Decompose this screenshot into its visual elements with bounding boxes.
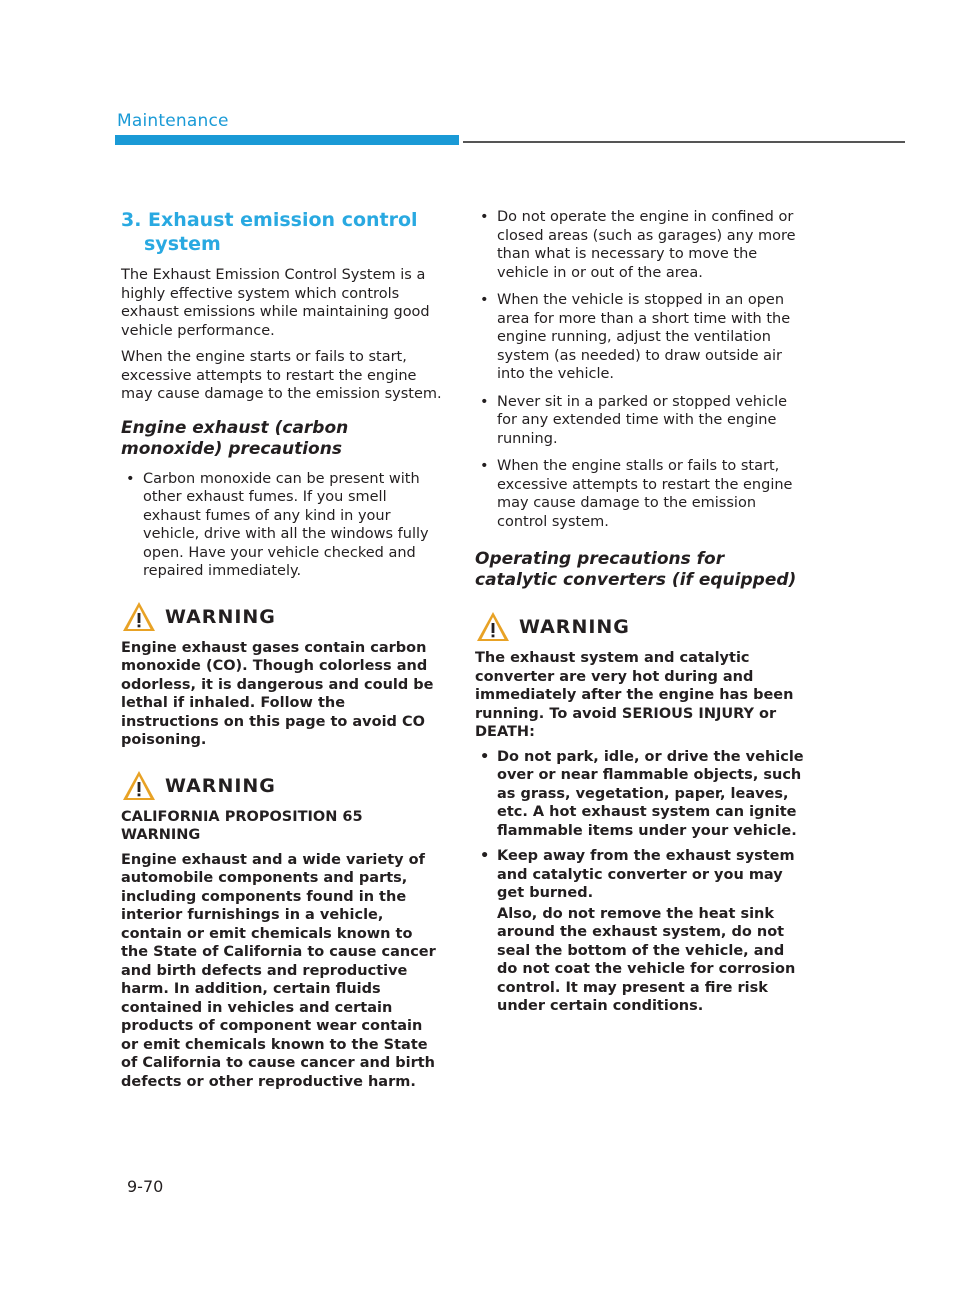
bullet-list — [475, 748, 805, 1016]
paragraph: The Exhaust Emission Control System is a highly effective system which controls exhaust emissions while maintaining good vehicle performance. — [121, 267, 430, 339]
left-column — [121, 208, 443, 1097]
warning-title: CALIFORNIA PROPOSITION 65 WARNING — [121, 808, 363, 843]
warning-header — [121, 599, 443, 635]
warning-triangle-icon — [121, 600, 157, 634]
bullet-list — [475, 208, 805, 531]
paragraph: When the engine starts or fails to start, excessive attempts to restart the engine may cause damage to the emission system. — [121, 349, 442, 402]
warning-header — [475, 609, 805, 645]
subheading: Operating precautions for catalytic converters (if equipped) — [475, 549, 797, 590]
warning-text: Engine exhaust and a wide variety of automobile components and parts, including components found in the interior furnishings in a vehicle, contain or emit chemicals known to the State of California to cause cancer and birth defects and reproductive harm. In addition, certain fluids contained in vehicles and certain products of component wear contain or emit chemicals known to the State of California to cause cancer and birth defects or other reproductive harm. — [121, 851, 436, 1090]
warning-box — [121, 599, 443, 750]
list-item: • Carbon monoxide can be present with other exhaust fumes. If you smell exhaust fumes of any kind in your vehicle, drive with all the windows fully open. Have your vehicle checked and repaired immediately. — [121, 470, 443, 581]
list-item-text: Keep away from the exhaust system and catalytic converter or you may get burned. — [497, 848, 795, 901]
list-item: • When the vehicle is stopped in an open area for more than a short time with the engine running, adjust the ventilation system (as needed) to draw outside air into the vehicle. — [475, 291, 805, 384]
list-item: • When the engine stalls or fails to start, excessive attempts to restart the engine may cause damage to the emission control system. — [475, 457, 805, 531]
section-title: 3. Exhaust emission control system — [121, 209, 418, 255]
header-accent-bar — [115, 135, 459, 145]
subheading: Engine exhaust (carbon monoxide) precautions — [121, 417, 349, 459]
header-rule — [463, 141, 905, 143]
list-item — [475, 847, 805, 1016]
list-item: • Never sit in a parked or stopped vehicle for any extended time with the engine running. — [475, 393, 805, 449]
warning-header — [121, 768, 443, 804]
warning-text: Engine exhaust gases contain carbon monoxide (CO). Though colorless and odorless, it is dangerous and could be lethal if inhaled. Follow the instructions on this page to avoid CO poisoning. — [121, 639, 434, 748]
warning-triangle-icon — [121, 769, 157, 803]
list-item: • Do not operate the engine in confined or closed areas (such as garages) any more than what is necessary to move the vehicle in or out of the area. — [475, 208, 805, 282]
warning-text: The exhaust system and catalytic converter are very hot during and immediately after the engine has been running. To avoid SERIOUS INJURY or DEATH: — [475, 650, 794, 740]
list-item: • Do not park, idle, or drive the vehicle over or near flammable objects, such as grass, vegetation, paper, leaves, etc. A hot exhaust system can ignite flammable items under your vehicle. — [475, 748, 805, 841]
list-item-continuation: Also, do not remove the heat sink around the exhaust system, do not seal the bottom of the vehicle, and do not coat the vehicle for corrosion control. It may present a fire risk under certain conditions. — [497, 905, 796, 1014]
warning-box — [121, 768, 443, 1092]
warning-label: WARNING — [519, 616, 630, 638]
right-column — [475, 208, 805, 1023]
page-number: 9-70 — [127, 1177, 164, 1196]
bullet-list — [121, 470, 443, 581]
warning-box — [475, 609, 805, 1016]
warning-triangle-icon — [475, 610, 511, 644]
header-section-title: Maintenance — [117, 111, 229, 131]
warning-label: WARNING — [165, 605, 276, 628]
warning-label: WARNING — [165, 774, 276, 797]
